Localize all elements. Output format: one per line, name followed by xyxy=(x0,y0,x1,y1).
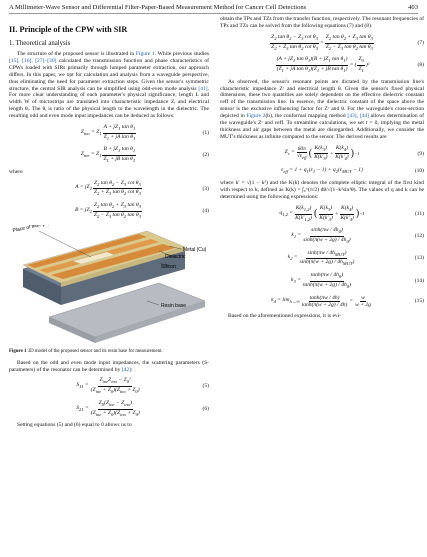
equation-number: (13) xyxy=(414,255,424,262)
equation-11: $q_{1,2}$ = $\frac{K(k_{1,2})}{K(k'_{1,2})}$ ( $\frac{K(k_3)}{K(k'_3)}$ + $\frac{K(k_4)}{K(k'_4)}$ ) −1 (11) xyxy=(279,204,424,222)
paragraph-resonant xyxy=(220,79,424,141)
paragraph-evident: Based on the aforementioned expressions, it is evi- xyxy=(228,312,342,319)
equation-10: $\varepsilon_{eff} = 1 + q_1(\varepsilon_1 - 1) + q_2(\varepsilon_{MUT} - 1)$ (10) xyxy=(281,167,424,175)
text: calculated the transmission function and phase characteristics of CPWs loaded with SIRs primarily through lumped parameter extraction, our approach differs. In this paper, we opt for calculation and analysis from a waveguide perspective, thus eliminating the need for parameter extraction steps. Given the sensor's symmetric structure, the central SIR analysis can be simplified using odd-even mode analysis xyxy=(9,57,210,92)
section-title: II. Principle of the CPW with SIR xyxy=(9,25,128,34)
equation-number: (5) xyxy=(202,383,209,390)
paragraph-elliptic: where k′ = √(1 − k²) and the K(k) denotes the complete elliptic integral of the first kind with respect to k, defined as K(k) = ∫₀^(π/2) dθ/√(1−k²sin²θ). The values of q and k can be determined using the following expressions: xyxy=(220,180,424,201)
sensor-3d-illustration xyxy=(9,225,209,347)
equation-number: (9) xyxy=(417,150,424,157)
equation-number: (4) xyxy=(202,207,209,214)
equation-15: $k_4 = \lim_{h\to\infty}$ $\frac{\tanh(\pi w / 4h)}{\tanh(\pi(w + 2g) / 4h)}$ = $\frac{w}{w + 2g}$ (15) xyxy=(271,294,424,309)
running-title: A Millimeter-Wave Sensor and Differential Filter-Paper-Based Measurement Method for Cancer Cell Detections xyxy=(9,4,307,11)
citation-link[interactable]: [43], [44] xyxy=(347,113,369,120)
equation-number: (8) xyxy=(417,61,424,68)
equation-1: $Z_{ino} = Z_1$ $\frac{A + jZ_1 \tan \theta_1}{Z_1 + jA \tan \theta_1}$ (1) xyxy=(80,124,209,141)
figure-link[interactable]: Figure 2 xyxy=(246,113,266,120)
subsection-title: 1. Theoretical analysis xyxy=(9,40,71,47)
paragraph-structure xyxy=(9,51,209,120)
where-text: where xyxy=(9,168,23,175)
equation-number: (12) xyxy=(414,233,424,240)
text: Based on the odd and even mode input impedances, the scattering parameters (S-parameters) of the resonator can be determined by xyxy=(9,359,209,373)
citation-link[interactable]: [41] xyxy=(198,85,208,92)
label-silicon: Silicon xyxy=(161,263,176,270)
text: . For more clear understanding of each parameter's physical significance, length L and width W of microstrips are translated into characteristic impedance Zᵢ and electrical length θᵢ. The θᵢ is ratio of the physical length to the wavelength in the dielectric. The resulting odd and even mode input impedances can be deduced as follows: xyxy=(9,85,209,120)
paragraph-setting: Setting equations (5) and (6) equal to 0 allows us to xyxy=(17,422,132,429)
figure-caption xyxy=(9,349,209,355)
equation-number: (10) xyxy=(414,168,424,175)
label-dielectric: Dielectric xyxy=(165,253,186,260)
equation-14: $k_3$ = $\frac{\tanh(\pi w / 4h_0)}{\tanh(\pi(w + 2g) / 4h_0)}$ (14) xyxy=(291,272,424,289)
equation-13: $k_2$ = $\frac{\sinh(\pi w / 4h_{MUT})}{\sinh(\pi(w + 2g) / 4h_{MUT})}$ (13) xyxy=(287,249,424,267)
text: As observed, the sensor's resonant points are dictated by the transmission line's characteristic impedance Zᶜ and electrical length θ. Given the sensor's fixed physical dimensions, these two quantities are solely dependent on the effective dielectric constant εeff of the transmission line. In essence, the dielectric constant of the space above the sensor is the exclusive influencing factor for Zᶜ and θ. For the waveguide's cross-section depicted in xyxy=(220,78,424,120)
paragraph-sparams: Based on the odd and even mode input impedances, the scattering parameters (S-parameters) of the resonator can be determined by [42]: xyxy=(9,359,209,373)
equation-8: $\frac{(A + jZ_1 \tan \theta_1)(B + jZ_1 \tan \theta_1)}{(Z_1 + jA \tan \theta_1)(Z_1 + jB \tan \theta_1)}$ = ( $\frac{Z_0}{Z_1}$ )² (8) xyxy=(276,56,424,74)
paragraph-tps-tzs: obtain the TPs and TZs from the transfer function, respectively. The resonant frequencies of TPs and TZs can be solved from the following equations (7) and (8). xyxy=(220,16,424,29)
text: . While previous studies xyxy=(154,51,209,57)
equation-2: $Z_{ine} = Z_1$ $\frac{B + jZ_1 \tan \theta_1}{Z_1 + jB \tan \theta_1}$ (2) xyxy=(80,146,209,164)
equation-number: (1) xyxy=(202,129,209,136)
citation-link[interactable]: [42] xyxy=(121,366,131,373)
left-column xyxy=(9,16,209,429)
equation-number: (7) xyxy=(417,39,424,46)
citation-link[interactable]: [15], [16], [27]–[30] xyxy=(9,57,57,64)
figure-1-3d-model xyxy=(9,225,209,347)
equation-number: (3) xyxy=(202,185,209,192)
equation-6: $S_{21}$ = $\frac{Z_0(Z_{ine} - Z_{ino})}{(Z_{ine} + Z_0)(Z_{ino} + Z_0)}$ (6) xyxy=(76,399,209,417)
caption-text: 3D model of the proposed sensor and its resin base for measurement. xyxy=(26,348,163,354)
label-resin-base: Resin base xyxy=(161,302,187,309)
equation-9: $Z_c$ = $\frac{60\pi}{√\varepsilon_{eff}}$ ( $\frac{K(k_3)}{K(k'_3)}$ + $\frac{K(k_4)}{K(k'_4)}$ ) −1 (9) xyxy=(284,144,424,162)
text: The structure of the proposed sensor is illustrated in xyxy=(17,51,136,57)
page-number: 403 xyxy=(408,4,418,11)
equation-number: (11) xyxy=(414,210,424,217)
equation-12: $k_1$ = $\frac{\sinh(\pi w / 4h_0)}{\sinh(\pi(w + 2g) / 4h_0)}$ (12) xyxy=(291,227,424,245)
running-header xyxy=(9,4,418,14)
equation-number: (6) xyxy=(202,405,209,412)
figure-link[interactable]: Figure 1 xyxy=(135,51,155,57)
text: (b), the conformal mapping method xyxy=(265,113,348,120)
right-column xyxy=(220,16,424,320)
equation-5: $S_{11}$ = $\frac{Z_{ine}Z_{ino} - Z_0^2}{(Z_{ine} + Z_0)(Z_{ino} + Z_0)}$ (5) xyxy=(76,377,209,395)
label-metal: Metal (Cu) xyxy=(183,246,207,253)
equation-number: (2) xyxy=(202,152,209,159)
equation-7: $\frac{Z_2 \tan \theta_2 - Z_3 \cot \theta_3}{Z_2 + Z_3 \tan \theta_2 \cot \theta_3}$ = $\frac{Z_2 \tan \theta_2 + Z_3 \tan \theta_3}{Z_2 - Z_3 \tan \theta_2 \tan \theta_3}$ (7) xyxy=(271,33,424,51)
equation-3: $A = jZ_2$ $\frac{Z_2 \tan \theta_2 - Z_3 \cot \theta_3}{Z_2 + Z_3 \tan \theta_2 \cot \theta_3}$ (3) xyxy=(75,179,209,197)
equation-number: (14) xyxy=(414,277,424,284)
equation-4: $B = jZ_2$ $\frac{Z_2 \tan \theta_2 + Z_3 \tan \theta_3}{Z_2 - Z_3 \tan \theta_2 \tan \theta_3}$ (4) xyxy=(75,202,209,219)
label-filter-paper: Place of filter paper xyxy=(12,224,56,234)
caption-label: Figure 1 xyxy=(9,348,27,354)
equation-number: (15) xyxy=(414,298,424,305)
text: allows determination of the waveguide's Zᶜ and εeff. To streamline calculations, we set t = 0, implying the metal thickness and air gaps between the metal are disregarded. Additionally, we consider the MUT's thickness as infinite compared to the sensor. The derived results are xyxy=(220,113,424,140)
